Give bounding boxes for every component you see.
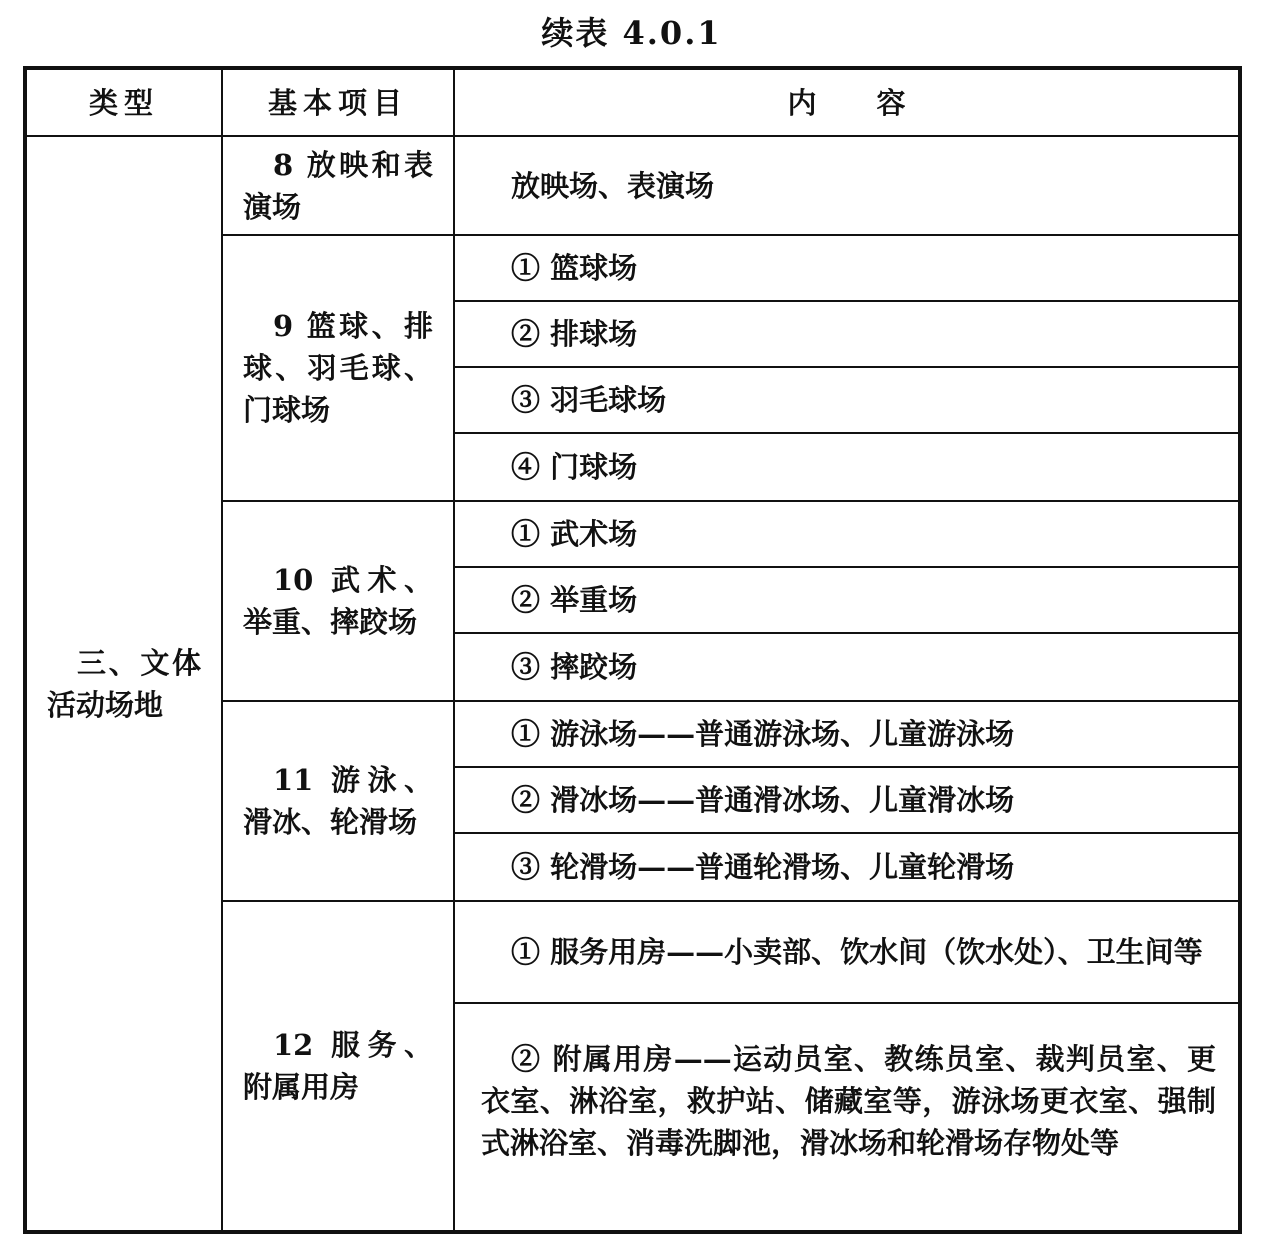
- content-cell: ② 举重场: [454, 567, 1240, 633]
- content-cell: ② 排球场: [454, 301, 1240, 367]
- content-cell: ② 滑冰场——普通滑冰场、儿童滑冰场: [454, 767, 1240, 833]
- content-cell: ③ 摔跤场: [454, 633, 1240, 701]
- item-cell: 11 游泳、滑冰、轮滑场: [222, 701, 454, 901]
- header-row: [25, 68, 1240, 136]
- item-cell: 9 篮球、排球、羽毛球、门球场: [222, 235, 454, 501]
- item-cell: 8 放映和表演场: [222, 136, 454, 235]
- facilities-table: [23, 66, 1242, 1234]
- content-cell: ① 篮球场: [454, 235, 1240, 301]
- content-cell: ④ 门球场: [454, 433, 1240, 501]
- content-cell: ③ 羽毛球场: [454, 367, 1240, 433]
- header-item: 基本项目: [222, 68, 454, 136]
- item-cell: 10 武术、举重、摔跤场: [222, 501, 454, 701]
- content-cell: ① 服务用房——小卖部、饮水间（饮水处）、卫生间等: [454, 901, 1240, 1003]
- content-cell: ① 武术场: [454, 501, 1240, 567]
- item-cell: 12 服务、附属用房: [222, 901, 454, 1232]
- table-row: [25, 136, 1240, 235]
- content-cell: ③ 轮滑场——普通轮滑场、儿童轮滑场: [454, 833, 1240, 901]
- content-cell: ② 附属用房——运动员室、教练员室、裁判员室、更衣室、淋浴室，救护站、储藏室等，游泳场更衣室、强制式淋浴室、消毒洗脚池，滑冰场和轮滑场存物处等: [454, 1003, 1240, 1232]
- table-title: 续表 4.0.1: [541, 14, 722, 52]
- content-cell: 放映场、表演场: [454, 136, 1240, 235]
- header-type: 类型: [25, 68, 222, 136]
- category-cell: 三、文体活动场地: [25, 136, 222, 1232]
- header-content: 内容: [454, 68, 1240, 136]
- content-cell: ① 游泳场——普通游泳场、儿童游泳场: [454, 701, 1240, 767]
